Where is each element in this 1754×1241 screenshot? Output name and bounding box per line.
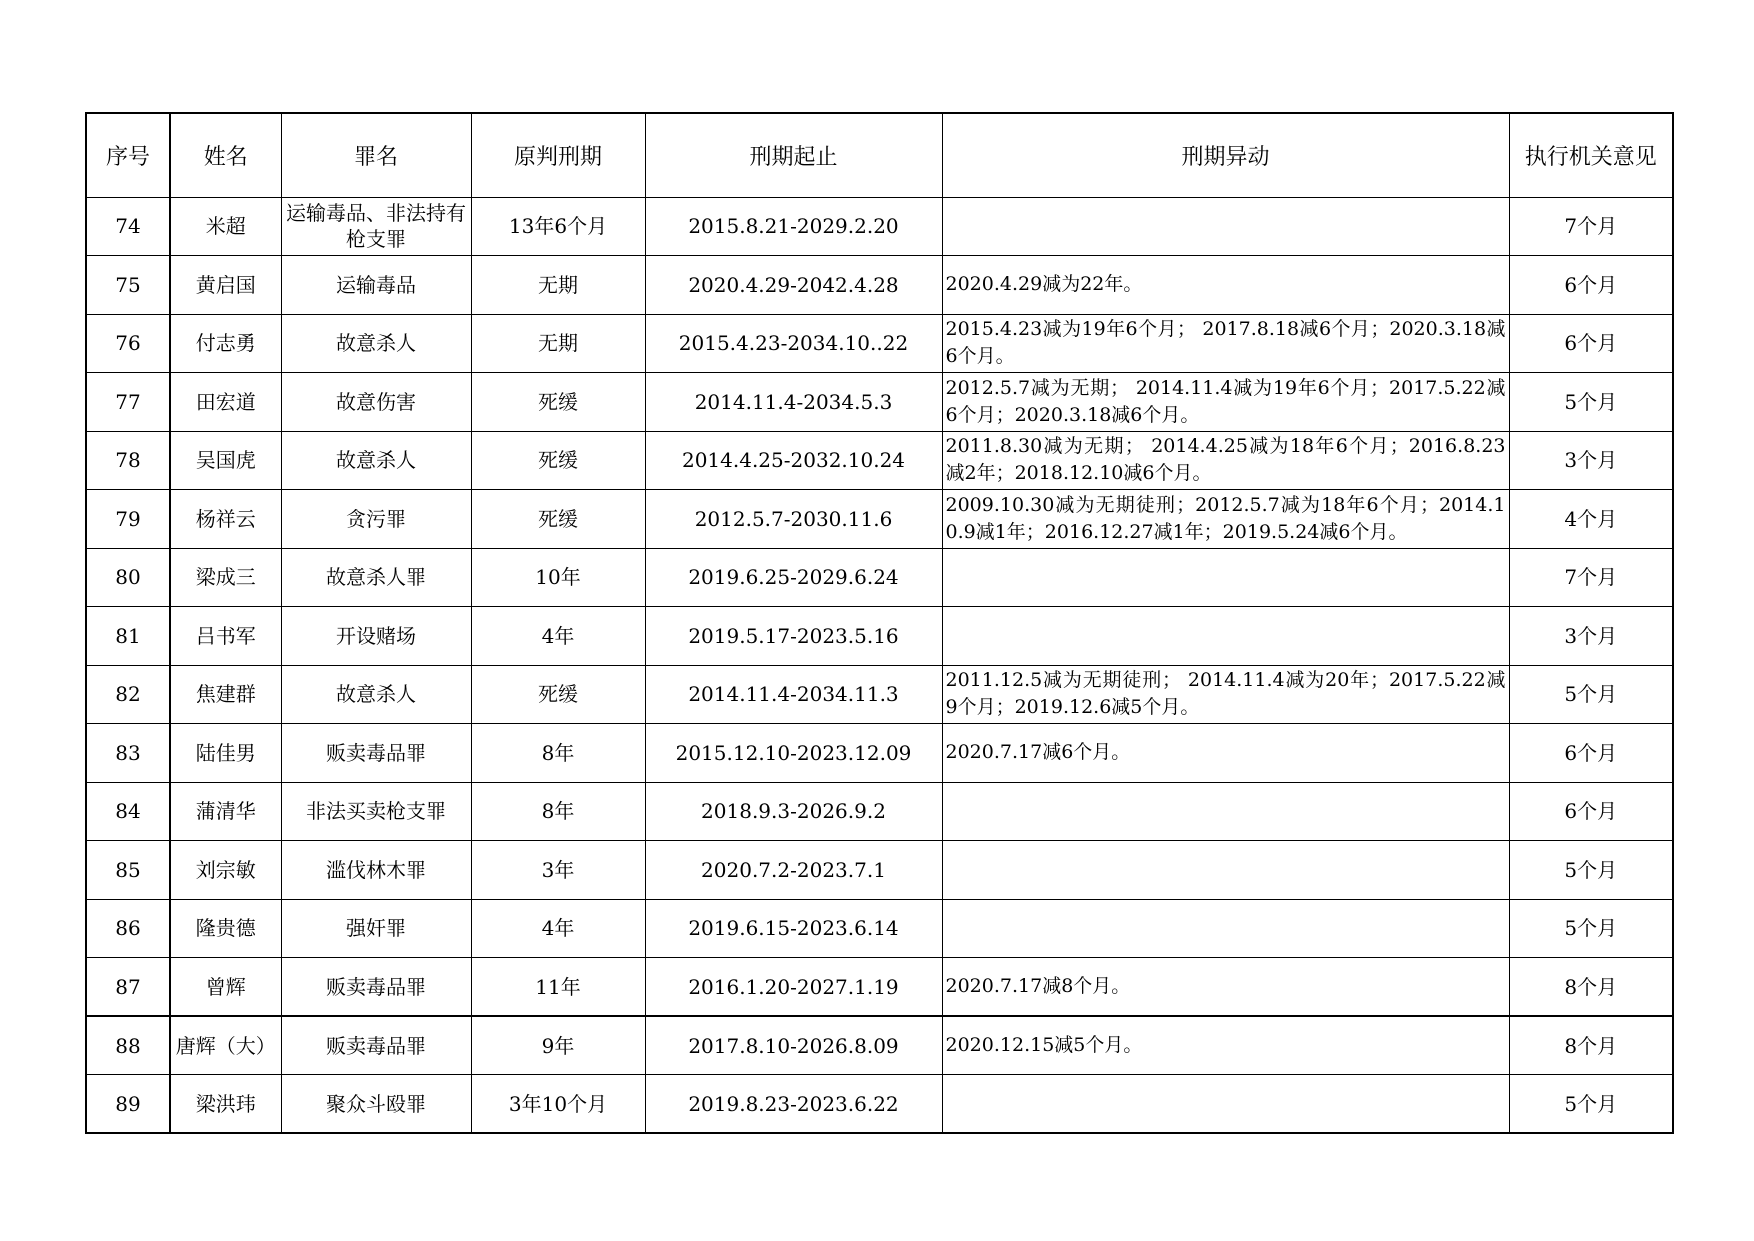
table-row [86,490,1673,549]
cell-no: 77 [86,373,170,432]
cell-changes [942,548,1509,607]
cell-name: 唐辉（大） [170,1016,281,1075]
cell-term: 2020.4.29-2042.4.28 [645,256,942,315]
cell-no: 76 [86,314,170,373]
table-row [86,548,1673,607]
cell-crime: 强奸罪 [281,899,471,958]
table-row [86,724,1673,783]
cell-term: 2020.7.2-2023.7.1 [645,841,942,900]
cell-sentence: 9年 [471,1016,645,1075]
cell-crime: 非法买卖枪支罪 [281,782,471,841]
header-row [86,113,1673,197]
cell-crime: 运输毒品 [281,256,471,315]
cell-name: 米超 [170,197,281,256]
cell-opinion: 7个月 [1509,197,1673,256]
table-row [86,431,1673,490]
changes-text: 2012.5.7减为无期； 2014.11.4减为19年6个月；2017.5.22减6个月；2020.3.18减6个月。 [945,376,1506,426]
cell-sentence: 3年 [471,841,645,900]
cell-term: 2014.11.4-2034.5.3 [645,373,942,432]
cell-crime: 故意杀人罪 [281,548,471,607]
header-no: 序号 [86,113,170,197]
table-row [86,665,1673,724]
table-row [86,958,1673,1017]
cell-changes [942,841,1509,900]
table-body [86,197,1673,1133]
cell-term: 2015.8.21-2029.2.20 [645,197,942,256]
cell-opinion: 4个月 [1509,490,1673,549]
cell-crime: 滥伐林木罪 [281,841,471,900]
cell-term: 2015.12.10-2023.12.09 [645,724,942,783]
cell-name: 黄启国 [170,256,281,315]
header-crime: 罪名 [281,113,471,197]
cell-sentence: 死缓 [471,490,645,549]
cell-no: 82 [86,665,170,724]
cell-term: 2019.6.25-2029.6.24 [645,548,942,607]
table-row [86,607,1673,666]
table-row [86,899,1673,958]
cell-name: 刘宗敏 [170,841,281,900]
cell-sentence: 4年 [471,607,645,666]
cell-opinion: 6个月 [1509,782,1673,841]
cell-opinion: 6个月 [1509,724,1673,783]
cell-term: 2017.8.10-2026.8.09 [645,1016,942,1075]
table-header [86,113,1673,197]
changes-text: 2009.10.30减为无期徒刑；2012.5.7减为18年6个月；2014.10.9减1年；2016.12.27减1年；2019.5.24减6个月。 [945,493,1506,543]
cell-sentence: 死缓 [471,431,645,490]
table-row [86,256,1673,315]
cell-crime: 贩卖毒品罪 [281,1016,471,1075]
cell-sentence: 死缓 [471,665,645,724]
cell-opinion: 8个月 [1509,1016,1673,1075]
cell-term: 2019.8.23-2023.6.22 [645,1075,942,1134]
cell-crime: 故意杀人 [281,665,471,724]
cell-sentence: 无期 [471,256,645,315]
changes-text: 2020.4.29减为22年。 [945,273,1143,296]
cell-sentence: 4年 [471,899,645,958]
cell-name: 田宏道 [170,373,281,432]
cell-sentence: 8年 [471,782,645,841]
cell-crime: 贩卖毒品罪 [281,724,471,783]
header-sentence: 原判刑期 [471,113,645,197]
cell-sentence: 3年10个月 [471,1075,645,1134]
cell-crime: 故意杀人 [281,314,471,373]
cell-crime: 贪污罪 [281,490,471,549]
cell-opinion: 6个月 [1509,314,1673,373]
cell-sentence: 无期 [471,314,645,373]
cell-term: 2018.9.3-2026.9.2 [645,782,942,841]
cell-crime: 聚众斗殴罪 [281,1075,471,1134]
cell-changes [942,314,1509,373]
cell-sentence: 13年6个月 [471,197,645,256]
cell-no: 89 [86,1075,170,1134]
cell-changes [942,1075,1509,1134]
cell-changes [942,724,1509,783]
cell-name: 杨祥云 [170,490,281,549]
cell-term: 2015.4.23-2034.10..22 [645,314,942,373]
cell-opinion: 5个月 [1509,1075,1673,1134]
cell-changes [942,431,1509,490]
cell-no: 83 [86,724,170,783]
cell-changes [942,958,1509,1017]
cell-sentence: 10年 [471,548,645,607]
cell-changes [942,607,1509,666]
changes-text: 2011.12.5减为无期徒刑； 2014.11.4减为20年；2017.5.22减9个月；2019.12.6减5个月。 [945,669,1506,719]
cell-opinion: 7个月 [1509,548,1673,607]
cell-term: 2019.6.15-2023.6.14 [645,899,942,958]
cell-name: 梁洪玮 [170,1075,281,1134]
cell-name: 焦建群 [170,665,281,724]
cell-name: 梁成三 [170,548,281,607]
cell-changes [942,899,1509,958]
cell-crime: 故意杀人 [281,431,471,490]
cell-opinion: 5个月 [1509,665,1673,724]
cell-name: 付志勇 [170,314,281,373]
cell-no: 78 [86,431,170,490]
cell-name: 蒲清华 [170,782,281,841]
table-row [86,314,1673,373]
cell-changes [942,782,1509,841]
header-changes: 刑期异动 [942,113,1509,197]
cell-no: 75 [86,256,170,315]
cell-name: 陆佳男 [170,724,281,783]
cell-no: 74 [86,197,170,256]
header-term: 刑期起止 [645,113,942,197]
cell-name: 隆贵德 [170,899,281,958]
cell-no: 80 [86,548,170,607]
table-row [86,1016,1673,1075]
table-row [86,197,1673,256]
table-row [86,841,1673,900]
cell-changes [942,1016,1509,1075]
header-name: 姓名 [170,113,281,197]
cell-no: 79 [86,490,170,549]
cell-opinion: 5个月 [1509,373,1673,432]
cell-no: 86 [86,899,170,958]
changes-text: 2020.12.15减5个月。 [945,1034,1143,1056]
cell-changes [942,665,1509,724]
sentence-reduction-table [85,112,1674,1134]
cell-no: 87 [86,958,170,1017]
cell-opinion: 8个月 [1509,958,1673,1017]
cell-no: 84 [86,782,170,841]
cell-changes [942,490,1509,549]
cell-sentence: 8年 [471,724,645,783]
table-row [86,373,1673,432]
cell-term: 2016.1.20-2027.1.19 [645,958,942,1017]
cell-changes [942,373,1509,432]
cell-term: 2012.5.7-2030.11.6 [645,490,942,549]
changes-text: 2015.4.23减为19年6个月； 2017.8.18减6个月；2020.3.18减6个月。 [945,318,1506,368]
cell-sentence: 11年 [471,958,645,1017]
cell-term: 2019.5.17-2023.5.16 [645,607,942,666]
cell-crime: 开设赌场 [281,607,471,666]
cell-name: 曾辉 [170,958,281,1017]
cell-crime: 贩卖毒品罪 [281,958,471,1017]
cell-no: 81 [86,607,170,666]
header-opinion: 执行机关意见 [1509,113,1673,197]
cell-changes [942,197,1509,256]
cell-crime: 故意伤害 [281,373,471,432]
table-row [86,782,1673,841]
cell-sentence: 死缓 [471,373,645,432]
cell-changes [942,256,1509,315]
changes-text: 2011.8.30减为无期； 2014.4.25减为18年6个月；2016.8.23减2年；2018.12.10减6个月。 [945,435,1506,485]
cell-no: 88 [86,1016,170,1075]
table-row [86,1075,1673,1134]
cell-opinion: 3个月 [1509,607,1673,666]
cell-opinion: 6个月 [1509,256,1673,315]
cell-opinion: 3个月 [1509,431,1673,490]
cell-no: 85 [86,841,170,900]
changes-text: 2020.7.17减6个月。 [945,741,1131,764]
cell-opinion: 5个月 [1509,841,1673,900]
cell-name: 吴国虎 [170,431,281,490]
changes-text: 2020.7.17减8个月。 [945,975,1131,997]
cell-crime: 运输毒品、非法持有枪支罪 [281,197,471,256]
cell-name: 吕书军 [170,607,281,666]
cell-term: 2014.11.4-2034.11.3 [645,665,942,724]
cell-term: 2014.4.25-2032.10.24 [645,431,942,490]
cell-opinion: 5个月 [1509,899,1673,958]
